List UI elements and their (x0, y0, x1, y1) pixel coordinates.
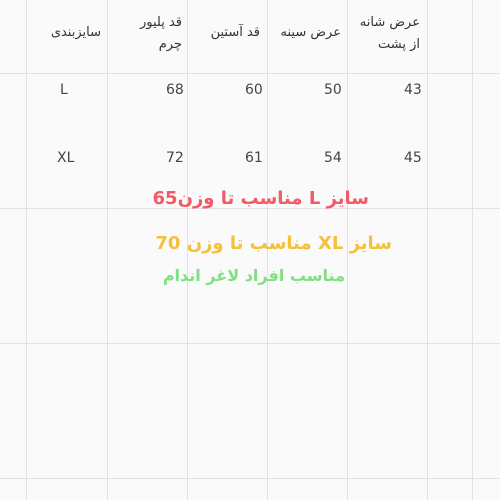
header-shoulder-width (340, 12, 420, 56)
size-l-weight-note: سایز L مناسب تا وزن65 (152, 188, 369, 209)
header-chest-width (261, 22, 341, 44)
cell-chest-row1: 50 (324, 82, 342, 98)
cell-shoulder-row1: 43 (404, 82, 422, 98)
grid-column-divider (472, 0, 473, 500)
cell-sleeve-row1: 60 (245, 82, 263, 98)
cell-length-row1: 68 (166, 82, 184, 98)
grid-row-divider (0, 478, 500, 479)
header-chest-line1: عرض سینه (280, 25, 341, 40)
cell-length-row2: 72 (166, 150, 184, 166)
header-length-line1: قد پلیور (139, 15, 182, 30)
cell-size-row2: XL (57, 150, 75, 166)
header-sleeve-length (180, 22, 260, 44)
header-size (21, 22, 101, 44)
header-shoulder-line2: از پشت (377, 37, 420, 52)
header-garment-length (102, 12, 182, 56)
grid-column-divider (26, 0, 27, 500)
cell-shoulder-row2: 45 (404, 150, 422, 166)
cell-chest-row2: 54 (324, 150, 342, 166)
header-sleeve-line1: قد آستین (210, 25, 260, 40)
grid-row-divider (0, 73, 500, 74)
grid-column-divider (107, 0, 108, 500)
grid-row-divider (0, 343, 500, 344)
cell-sleeve-row2: 61 (245, 150, 263, 166)
header-length-line2: چرم (158, 37, 182, 52)
grid-column-divider (427, 0, 428, 500)
size-xl-weight-note: سایز XL مناسب تا وزن 70 (155, 233, 392, 254)
slim-fit-note: مناسب افراد لاغر اندام (162, 266, 345, 285)
header-size-line1: سایزبندی (50, 25, 101, 40)
cell-size-row1: L (60, 82, 68, 98)
header-shoulder-line1: عرض شانه (359, 15, 420, 30)
